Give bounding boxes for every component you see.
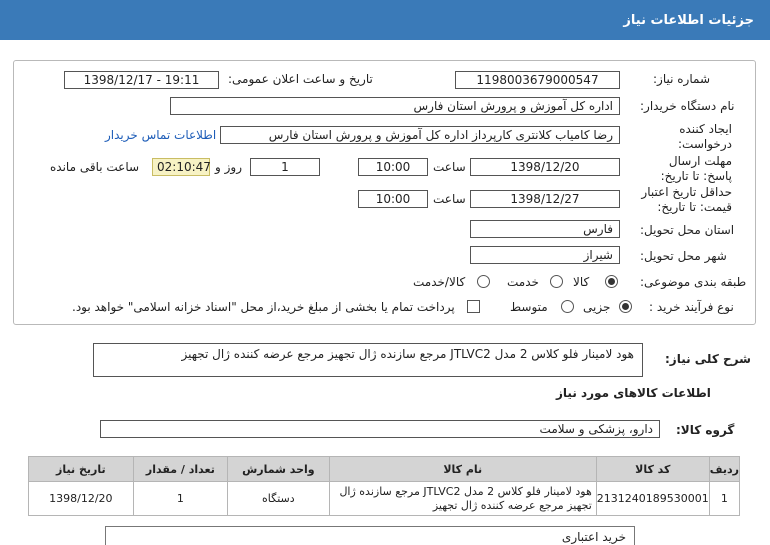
page-title: جزئیات اطلاعات نیاز <box>623 13 754 28</box>
days-label: روز و <box>215 160 242 174</box>
province-label: استان محل تحویل: <box>640 223 735 237</box>
page-title-bar <box>0 0 770 40</box>
send-date-field: 1398/12/20 <box>470 158 620 176</box>
send-time-label: ساعت <box>433 160 466 174</box>
payment-method-text: خرید اعتباری <box>561 530 626 544</box>
creator-label: ایجاد کننده درخواست: <box>678 122 732 151</box>
category-both-label: کالا/خدمت <box>413 275 466 289</box>
days-field: 1 <box>250 158 320 176</box>
row-qty: 1 <box>133 482 227 516</box>
category-service-label: خدمت <box>507 275 539 289</box>
validity-label: حداقل تاریخ اعتبار قیمت: تا تاریخ: <box>641 185 732 214</box>
category-label: طبقه بندی موضوعی: <box>640 275 747 289</box>
category-goods-radio[interactable] <box>605 275 618 288</box>
goods-table <box>28 456 740 516</box>
city-label: شهر محل تحویل: <box>640 249 727 263</box>
treasury-note: پرداخت تمام یا بخشی از مبلغ خرید،از محل "اسناد خزانه اسلامی" خواهد بود. <box>72 300 455 314</box>
row-date: 1398/12/20 <box>29 482 134 516</box>
purchase-type-label: نوع فرآیند خرید : <box>649 300 734 314</box>
remaining-label: ساعت باقی مانده <box>50 160 140 174</box>
row-index: 1 <box>709 482 739 516</box>
need-number-label: شماره نیاز: <box>653 72 710 86</box>
col-unit-header: واحد شمارش <box>228 457 330 482</box>
creator-field: رضا کامیاب کلانتری کارپرداز اداره کل آموزش و پرورش استان فارس <box>220 126 620 144</box>
treasury-checkbox[interactable] <box>467 300 480 313</box>
table-row <box>29 482 740 516</box>
description-text: هود لامینار فلو کلاس 2 مدل JTLVC2 مرجع سازنده ژال تجهیز مرجع عرضه کننده ژال تجهیز <box>181 347 634 361</box>
category-goods-label: کالا <box>573 275 590 289</box>
announce-date-field: 1398/12/17 - 19:11 <box>64 71 219 89</box>
buyer-label: نام دستگاه خریدار: <box>640 99 735 113</box>
description-box <box>93 343 643 377</box>
goods-group-label: گروه کالا: <box>676 423 735 437</box>
row-code: 2131240189530001 <box>596 482 709 516</box>
purchase-minor-radio[interactable] <box>619 300 632 313</box>
validity-time-field: 10:00 <box>358 190 428 208</box>
goods-group-field: دارو، پزشکی و سلامت <box>100 420 660 438</box>
province-field: فارس <box>470 220 620 238</box>
col-date-header: تاریخ نیاز <box>29 457 134 482</box>
buyer-field: اداره کل آموزش و پرورش استان فارس <box>170 97 620 115</box>
send-deadline-label: مهلت ارسال پاسخ: تا تاریخ: <box>660 154 732 183</box>
validity-time-label: ساعت <box>433 192 466 206</box>
need-number-field: 1198003679000547 <box>455 71 620 89</box>
description-label: شرح کلی نیاز: <box>665 352 751 366</box>
purchase-medium-radio[interactable] <box>561 300 574 313</box>
col-name-header: نام کالا <box>329 457 596 482</box>
row-unit: دستگاه <box>228 482 330 516</box>
remaining-timer: 02:10:47 <box>152 158 210 176</box>
send-time-field: 10:00 <box>358 158 428 176</box>
announce-label: تاریخ و ساعت اعلان عمومی: <box>228 72 373 86</box>
row-name: هود لامینار فلو کلاس 2 مدل JTLVC2 مرجع سازنده ژال تجهیز مرجع عرضه کننده ژال تجهیز <box>329 482 596 516</box>
buyer-contact-link[interactable]: اطلاعات تماس خریدار <box>105 128 217 142</box>
category-service-radio[interactable] <box>550 275 563 288</box>
col-qty-header: تعداد / مقدار <box>133 457 227 482</box>
col-row-header: ردیف <box>709 457 739 482</box>
purchase-minor-label: جزیی <box>583 300 611 314</box>
table-header-row <box>29 457 740 482</box>
col-code-header: کد کالا <box>596 457 709 482</box>
city-field: شیراز <box>470 246 620 264</box>
goods-section-title: اطلاعات کالاهای مورد نیاز <box>556 386 711 400</box>
validity-date-field: 1398/12/27 <box>470 190 620 208</box>
payment-method-box <box>105 526 635 545</box>
category-both-radio[interactable] <box>477 275 490 288</box>
purchase-medium-label: متوسط <box>510 300 548 314</box>
